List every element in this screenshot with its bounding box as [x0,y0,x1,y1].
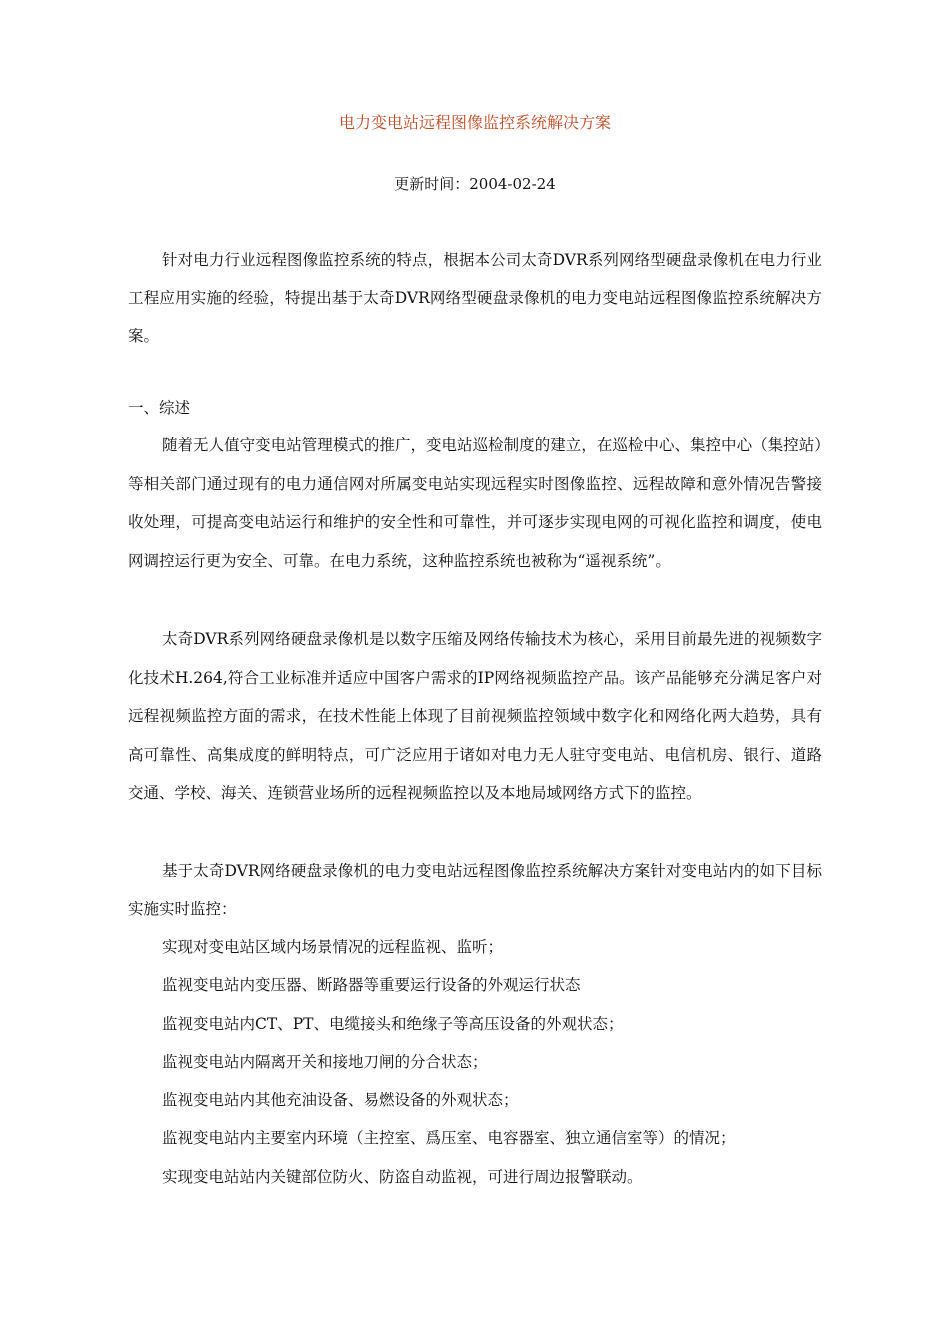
list-item: 监视变电站内其他充油设备、易燃设备的外观状态； [162,1091,519,1110]
list-item: 监视变电站内隔离开关和接地刀闸的分合状态； [162,1052,488,1071]
monitoring-targets-list [162,928,736,1196]
intro-paragraph: 针对电力行业远程图像监控系统的特点，根据本公司太奇DVR系列网络型硬盘录像机在电力行业工程应用实施的经验，特提出基于太奇DVR网络型硬盘录像机的电力变电站远程图像监控系统解决方案。 [128,251,822,345]
list-item: 监视变电站内CT、PT、电缆接头和绝缘子等高压设备的外观状态； [162,1014,624,1033]
list-item: 监视变电站内变压器、断路器等重要运行设备的外观运行状态 [162,976,581,995]
list-item: 监视变电站内主要室内环境（主控室、爲压室、电容器室、独立通信室等）的情况； [162,1129,736,1148]
body-paragraph: 基于太奇DVR网络硬盘录像机的电力变电站远程图像监控系统解决方案针对变电站内的如下目标实施实时监控： [128,862,822,918]
body-paragraph: 随着无人值守变电站管理模式的推广，变电站巡检制度的建立，在巡检中心、集控中心（集控站）等相关部门通过现有的电力通信网对所属变电站实现远程实时图像监控、远程故障和意外情况告警接收处理，可提高变电站运行和维护的安全性和可靠性，并可逐步实现电网的可视化监控和调度，使电网调控运行更为安全、可靠。在电力系统，这种监控系统也被称为“遥视系统”。 [128,436,822,570]
section-heading: 一、综述 [128,399,191,417]
list-item: 实现对变电站区域内场景情况的远程监视、监听； [162,938,504,956]
update-time: 更新时间：2004-02-24 [394,175,556,193]
list-item: 实现变电站站内关键部位防火、防盗自动监视，可进行周边报警联动。 [162,1167,643,1186]
document-title: 电力变电站远程图像监控系统解决方案 [338,113,611,132]
body-paragraph: 太奇DVR系列网络硬盘录像机是以数字压缩及网络传输技术为核心，采用目前最先进的视频数字化技术H.264,符合工业标准并适应中国客户需求的IP网络视频监控产品。该产品能够充分满足客户对远程视频监控方面的需求，在技术性能上体现了目前视频监控领域中数字化和网络化两大趋势，具有高可靠性、高集成度的鲜明特点，可广泛应用于诸如对电力无人驻守变电站、电信机房、银行、道路交通、学校、海关、连锁营业场所的远程视频监控以及本地局域网络方式下的监控。 [128,630,822,802]
